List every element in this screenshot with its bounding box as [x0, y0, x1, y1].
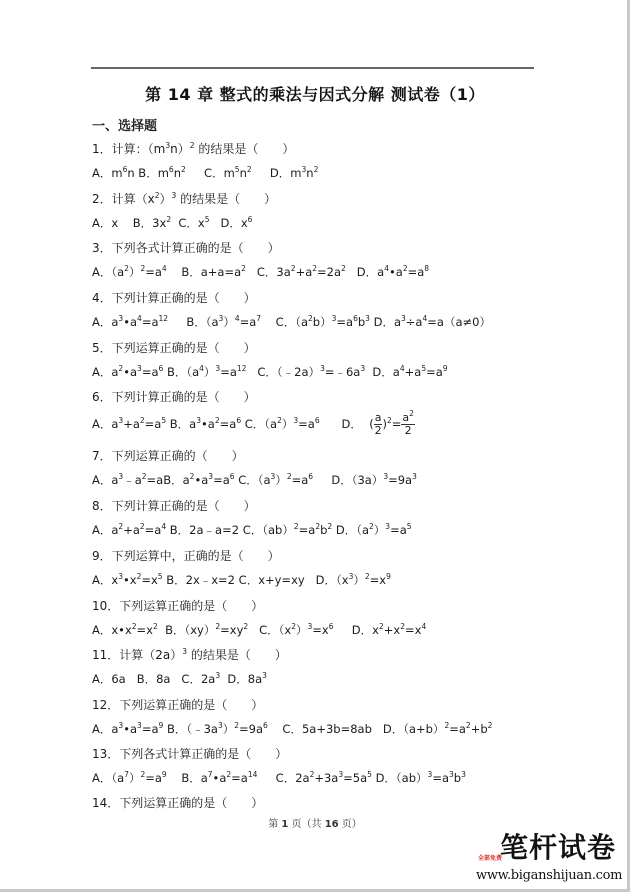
- page-title: 第 14 章 整式的乘法与因式分解 测试卷（1）: [145, 85, 485, 104]
- watermark-free-badge: 全部免费: [478, 855, 503, 862]
- question-9-options: A．$x^3•x^2=x^5$ B．2x﹣x=2 C．x+y=xy D．$(x^3)^2=x^9$: [92, 572, 391, 587]
- question-1-options: A．$m^6n$ B．$m^6n^2$ C．$m^5n^2$ D．$m^3n^2$: [92, 165, 319, 180]
- question-2-stem: 2．计算$(x^2)^3$ 的结果是（ ）: [92, 191, 277, 206]
- fraction-a2-over-2: $\frac{a^2}{2}$: [402, 409, 414, 437]
- question-11-stem: 11．计算$(2a)^3$ 的结果是（ ）: [92, 647, 287, 662]
- question-12-stem: 12．下列运算正确的是（ ）: [92, 698, 264, 712]
- question-3-stem: 3．下列各式计算正确的是（ ）: [92, 241, 280, 255]
- fraction-a-over-2: $\frac{a}{2}$: [374, 411, 382, 437]
- question-6-stem: 6．下列计算正确的是（ ）: [92, 390, 256, 404]
- question-14-stem: 14．下列运算正确的是（ ）: [92, 796, 264, 810]
- watermark-title: 笔杆试卷: [500, 831, 617, 864]
- question-12-options: A．$a^3•a^3=a^9$ B．$(﹣3a^3)^2=9a^6$ C．5a+3b=8ab D．$(a+b)^2=a^2+b^2$: [92, 721, 493, 736]
- question-7-stem: 7．下列运算正确的（ ）: [92, 449, 244, 463]
- question-10-options: A．$x•x^2=x^2$ B．$(xy)^2=xy^2$ C．$(x^2)^3=x^6$ D．$x^2+x^2=x^4$: [92, 622, 427, 637]
- question-6-options: A．$a^3+a^2=a^5$ B．$a^3•a^2=a^6$ C．$(a^2)^3=a^6$ D． ( $\frac{a}{2}$ )$^2$= $\frac{a^2}{2}$: [92, 409, 414, 437]
- question-4-stem: 4．下列计算正确的是（ ）: [92, 291, 256, 305]
- question-13-options: A．$(a^7)^2=a^9$ B．$a^7•a^2=a^{14}$ C．$2a^2+3a^3=5a^5$ D．$(ab)^3=a^3b^3$: [92, 770, 466, 785]
- header-rule: [91, 67, 534, 69]
- question-1-stem: 1．计算：$(m^3n)^2$ 的结果是（ ）: [92, 141, 295, 156]
- question-2-options: A．x B．$3x^2$ C．$x^5$ D．$x^6$: [92, 215, 253, 230]
- current-page-number: 1: [281, 819, 289, 830]
- question-5-options: A．$a^2•a^3=a^6$ B．$(a^4)^3=a^{12}$ C．$(﹣2a)^3=﹣6a^3$ D．$a^4+a^5=a^9$: [92, 364, 448, 379]
- section-heading: 一、选择题: [92, 119, 158, 134]
- total-pages: 16: [324, 819, 339, 830]
- watermark-url: www.biganshijuan.com: [476, 868, 623, 883]
- question-7-options: A．$a^3﹣a^2=aB$．$a^2•a^3=a^6$ C．$(a^3)^2=a^6$ D．$(3a)^3=9a^3$: [92, 472, 417, 487]
- question-5-stem: 5．下列运算正确的是（ ）: [92, 341, 256, 355]
- question-10-stem: 10．下列运算正确的是（ ）: [92, 599, 264, 613]
- question-11-options: A．6a B．8a C．$2a^3$ D．$8a^3$: [92, 671, 267, 686]
- question-13-stem: 13．下列各式计算正确的是（ ）: [92, 747, 288, 761]
- question-4-options: A．$a^3•a^4=a^{12}$ B．$(a^3)^4=a^7$ C．$(a^2b)^3=a^6b^3$ D．$a^3\div a^4=a(a\ne 0)$: [92, 314, 491, 329]
- question-9-stem: 9．下列运算中，正确的是（ ）: [92, 549, 280, 563]
- page-footer: 第 1 页（共 16 页）: [268, 819, 362, 830]
- question-3-options: A．$(a^2)^2=a^4$ B．$a+a=a^2$ C．$3a^2+a^2=2a^2$ D．$a^4•a^2=a^8$: [92, 264, 430, 279]
- watermark-logo: [478, 826, 628, 886]
- question-8-options: A．$a^2+a^2=a^4$ B．2a﹣a=2 C．$(ab)^2=a^2b^2$ D．$(a^2)^3=a^5$: [92, 522, 412, 537]
- question-8-stem: 8．下列计算正确的是（ ）: [92, 499, 256, 513]
